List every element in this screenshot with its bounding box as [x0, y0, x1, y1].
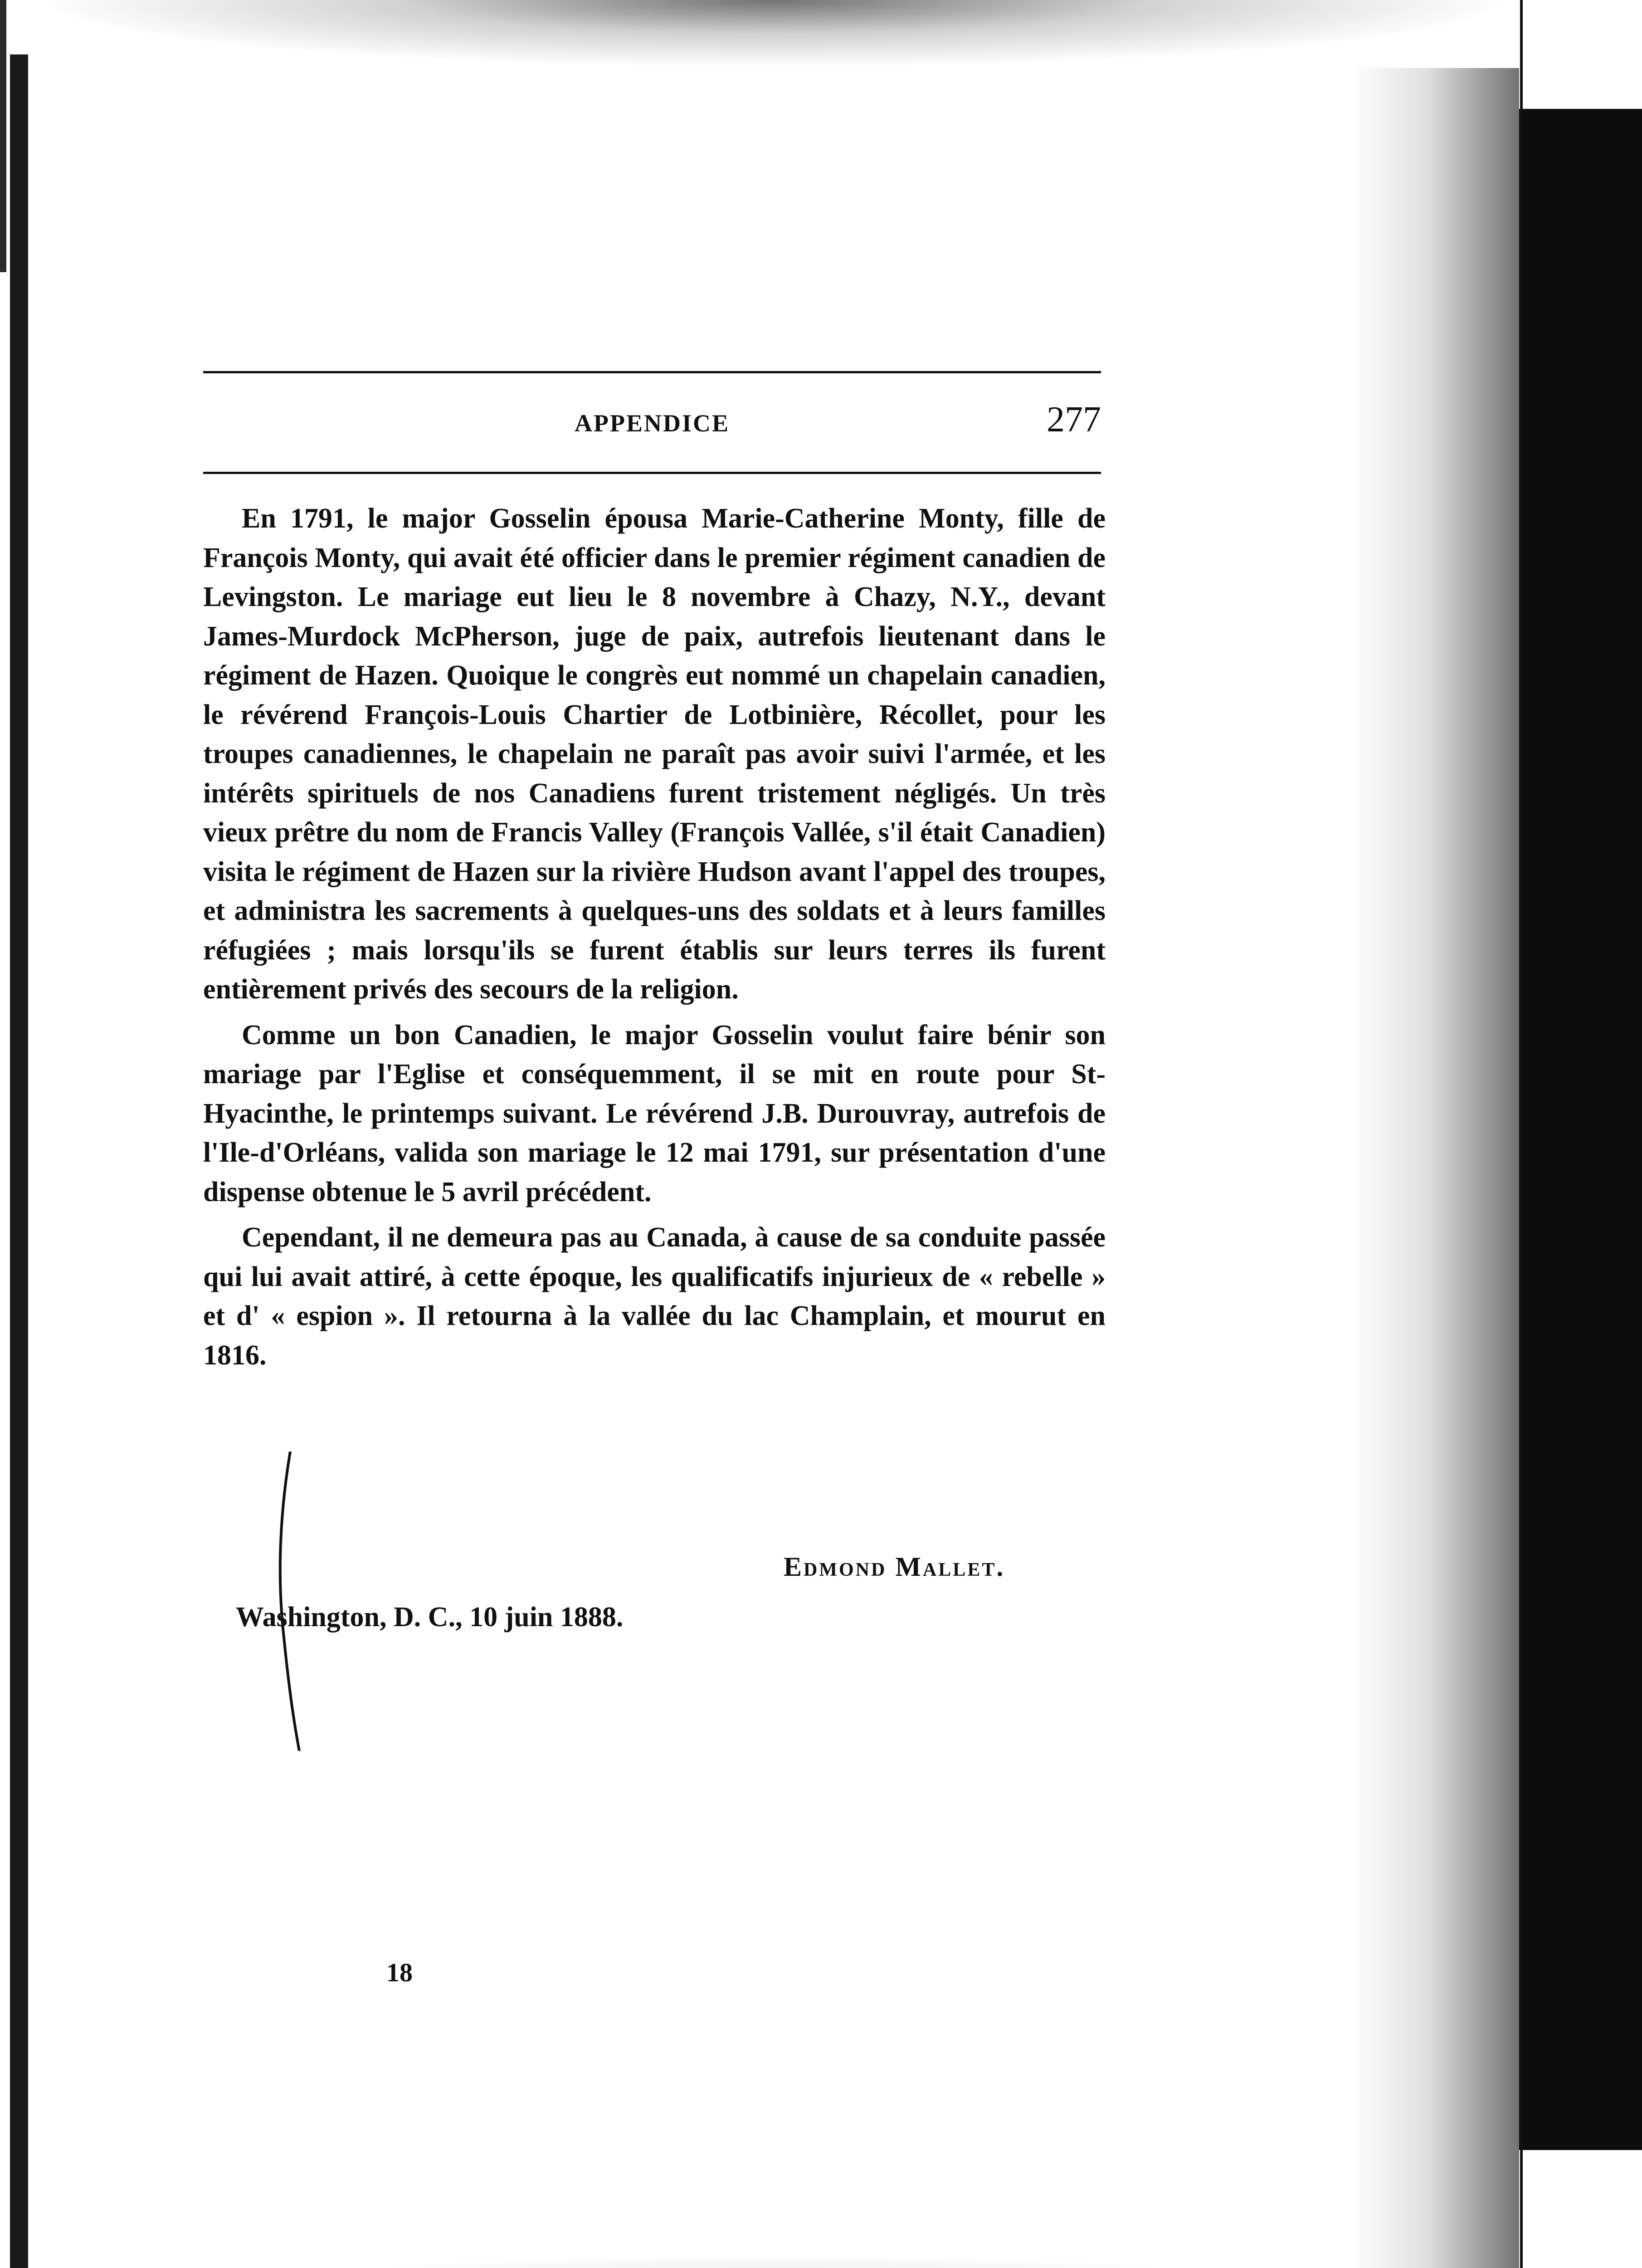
scan-edge-line [1520, 0, 1523, 2268]
printer-signature-mark: 18 [386, 1958, 413, 1987]
running-title: APPENDICE [574, 410, 730, 437]
body-text [203, 499, 1106, 1375]
scan-shadow-bottom [27, 2259, 1519, 2268]
pen-mark [272, 1452, 308, 1751]
page-number: 277 [1047, 400, 1101, 440]
header-rule-top [203, 371, 1101, 373]
header-rule-bottom [203, 472, 1101, 474]
paragraph: Comme un bon Canadien, le major Gosselin voulut faire bénir son mariage par l'Eglise et conséquemment, il se mit en route pour St-Hyacinthe, le printemps suivant. Le révérend J.B. Durouvray, autrefois de l'Ile-d'Orléans, valida son mariage le 12 mai 1791, sur présentation d'une dispense obtenue le 5 avril précédent. [203, 1019, 1106, 1207]
scan-shadow-top [27, 0, 1519, 68]
scan-shadow-right [1351, 68, 1519, 2268]
scan-edge-left [10, 54, 28, 2268]
running-head [203, 399, 1101, 449]
paragraph: Cependant, il ne demeura pas au Canada, à cause de sa conduite passée qui lui avait attiré, à cette époque, les qualificatifs injurieux de « rebelle » et d' « espion ». Il retourna à la vallée du lac Champlain, et mourut en 1816. [203, 1222, 1106, 1371]
scan-edge-top-left [0, 0, 6, 272]
paragraph: En 1791, le major Gosselin épousa Marie-Catherine Monty, fille de François Monty, qui avait été officier dans le premier régiment canadien de Levingston. Le mariage eut lieu le 8 novembre à Chazy, N.Y., devant James-Murdock McPherson, juge de paix, autrefois lieutenant dans le régiment de Hazen. Quoique le congrès eut nommé un chapelain canadien, le révérend François-Louis Chartier de Lotbinière, Récollet, pour les troupes canadiennes, le chapelain ne paraît pas avoir suivi l'armée, et les intérêts spirituels de nos Canadiens furent tristement négligés. Un très vieux prêtre du nom de Francis Valley (François Vallée, s'il était Canadien) visita le régiment de Hazen sur la rivière Hudson avant l'appel des troupes, et administra les sacrements à quelques-uns des soldats et à leurs familles réfugiées ; mais lorsqu'ils se furent établis sur leurs terres ils furent entièrement privés des secours de la religion. [203, 503, 1106, 1005]
author-signature: Edmond Mallet. [784, 1552, 1005, 1582]
scan-edge-right [1519, 109, 1642, 2150]
dateline: Washington, D. C., 10 juin 1888. [236, 1602, 624, 1633]
